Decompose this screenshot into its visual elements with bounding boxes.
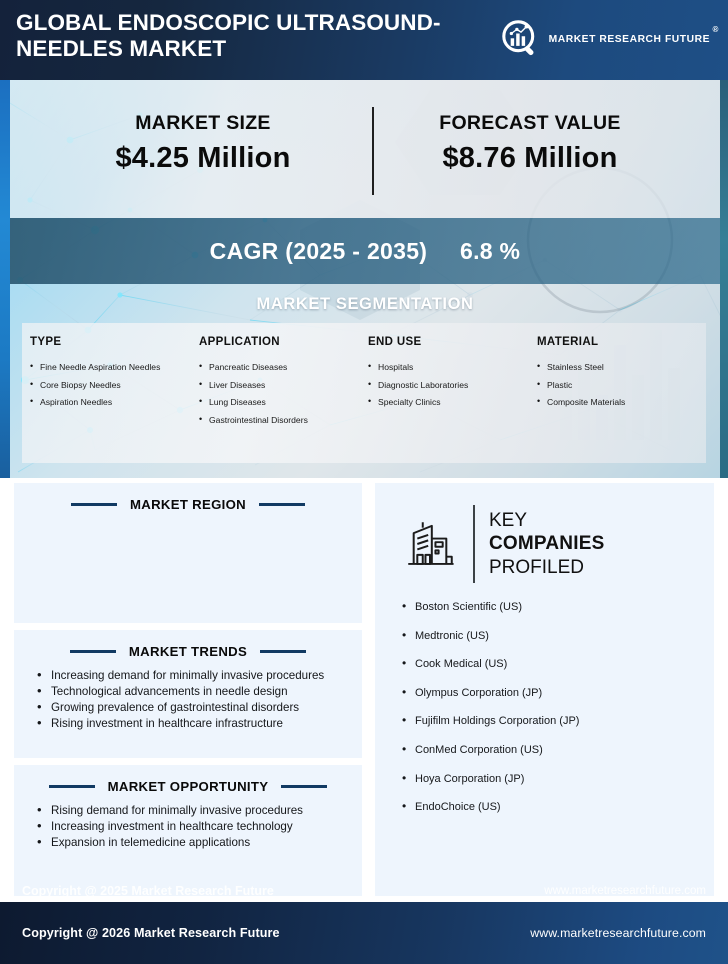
list-item: • Composite Materials (537, 398, 698, 407)
list-item: • ConMed Corporation (US) (401, 744, 714, 756)
list-item: • Gastrointestinal Disorders (199, 416, 360, 425)
market-size-value: $4.25 Million (115, 142, 291, 174)
key-companies-list (401, 601, 714, 813)
market-size-label: MARKET SIZE (135, 112, 271, 134)
key-companies-divider (473, 505, 475, 583)
segmentation-column-list (537, 363, 698, 407)
rule-right (281, 785, 327, 788)
list-item: • Olympus Corporation (JP) (401, 687, 714, 699)
list-item: • Rising investment in healthcare infrastructure (36, 716, 344, 731)
hero-section (0, 80, 728, 478)
market-region-panel (14, 483, 362, 623)
market-opportunity-list (36, 803, 344, 850)
segmentation-column-list (368, 363, 529, 407)
cagr-value: 6.8 % (459, 237, 521, 264)
list-item: • Hospitals (368, 363, 529, 372)
key-companies-panel (375, 483, 714, 896)
list-item: • Medtronic (US) (401, 630, 714, 642)
key-companies-heading-line1: KEY (489, 510, 528, 532)
key-stats-band (10, 80, 720, 218)
segmentation-column (537, 336, 706, 463)
segmentation-column-list (199, 363, 360, 424)
market-trends-panel (14, 630, 362, 758)
market-trends-list (36, 668, 344, 731)
logo-wordmark (548, 24, 719, 45)
list-item: • Stainless Steel (537, 363, 698, 372)
rule-right (260, 650, 306, 653)
segmentation-column-title: END USE (368, 336, 422, 348)
office-building-icon (401, 513, 459, 575)
list-item: • Technological advancements in needle design (36, 684, 344, 699)
key-companies-header (375, 483, 714, 583)
list-item: • Lung Diseases (199, 398, 360, 407)
forecast-value-label: FORECAST VALUE (439, 112, 621, 134)
brand-logo (499, 17, 719, 61)
hero-right-edge-accent (720, 80, 728, 478)
list-item: • Core Biopsy Needles (30, 381, 191, 390)
segmentation-column-title: APPLICATION (199, 336, 280, 348)
list-item: • Plastic (537, 381, 698, 390)
list-item: • Liver Diseases (199, 381, 360, 390)
segmentation-column (368, 336, 537, 463)
segmentation-column-title: MATERIAL (537, 336, 599, 348)
footer-copyright: Copyright @ 2026 Market Research Future (22, 926, 280, 940)
segmentation-column (199, 336, 368, 463)
footer-url[interactable]: www.marketresearchfuture.com (530, 926, 706, 940)
list-item: • Increasing demand for minimally invasive procedures (36, 668, 344, 683)
market-opportunity-panel (14, 765, 362, 896)
list-item: • Increasing investment in healthcare technology (36, 819, 344, 834)
market-opportunity-header (14, 765, 362, 794)
logo-wordmark-text: MARKET RESEARCH FUTURE (548, 33, 710, 45)
segmentation-panel (22, 323, 706, 463)
market-research-future-logo-icon (499, 17, 543, 61)
cagr-label: CAGR (2025 - 2035) (209, 237, 428, 264)
key-companies-heading-line3: PROFILED (489, 556, 585, 578)
segmentation-column (30, 336, 199, 463)
list-item: • Growing prevalence of gastrointestinal disorders (36, 700, 344, 715)
market-size-stat (58, 112, 348, 175)
market-region-title: MARKET REGION (130, 497, 246, 512)
key-companies-heading-line2: COMPANIES (489, 533, 605, 555)
rule-left (49, 785, 95, 788)
list-item: • Expansion in telemedicine applications (36, 835, 344, 850)
rule-left (71, 503, 117, 506)
list-item: • Aspiration Needles (30, 398, 191, 407)
segmentation-column-list (30, 363, 191, 407)
forecast-value-stat (370, 112, 690, 175)
list-item: • Boston Scientific (US) (401, 601, 714, 613)
segmentation-title-band (10, 284, 720, 324)
list-item: • Fujifilm Holdings Corporation (JP) (401, 715, 714, 727)
rule-left (70, 650, 116, 653)
list-item: • Diagnostic Laboratories (368, 381, 529, 390)
watermark-copyright: Copyright @ 2025 Market Research Future (22, 884, 274, 898)
rule-right (259, 503, 305, 506)
registered-trademark-icon: ® (712, 24, 719, 34)
list-item: • EndoChoice (US) (401, 801, 714, 813)
page-footer (0, 902, 728, 964)
list-item: • Fine Needle Aspiration Needles (30, 363, 191, 372)
segmentation-columns (22, 323, 706, 463)
cagr-band (10, 218, 720, 284)
list-item: • Cook Medical (US) (401, 658, 714, 670)
key-companies-headings (489, 509, 604, 579)
market-opportunity-title: MARKET OPPORTUNITY (107, 779, 269, 794)
list-item: • Pancreatic Diseases (199, 363, 360, 372)
forecast-value-amount: $8.76 Million (442, 142, 618, 174)
watermark-url: www.marketresearchfuture.com (544, 885, 706, 897)
page-title: GLOBAL ENDOSCOPIC ULTRASOUND-NEEDLES MARKET (16, 10, 441, 61)
list-item: • Rising demand for minimally invasive procedures (36, 803, 344, 818)
list-item: • Specialty Clinics (368, 398, 529, 407)
list-item: • Hoya Corporation (JP) (401, 773, 714, 785)
market-trends-header (14, 630, 362, 659)
hero-left-edge-accent (0, 80, 10, 478)
page-header (0, 0, 728, 80)
segmentation-title: MARKET SEGMENTATION (256, 294, 474, 313)
cagr-text (210, 238, 521, 265)
market-trends-title: MARKET TRENDS (128, 644, 248, 659)
segmentation-column-title: TYPE (30, 336, 62, 348)
market-region-header (14, 483, 362, 512)
